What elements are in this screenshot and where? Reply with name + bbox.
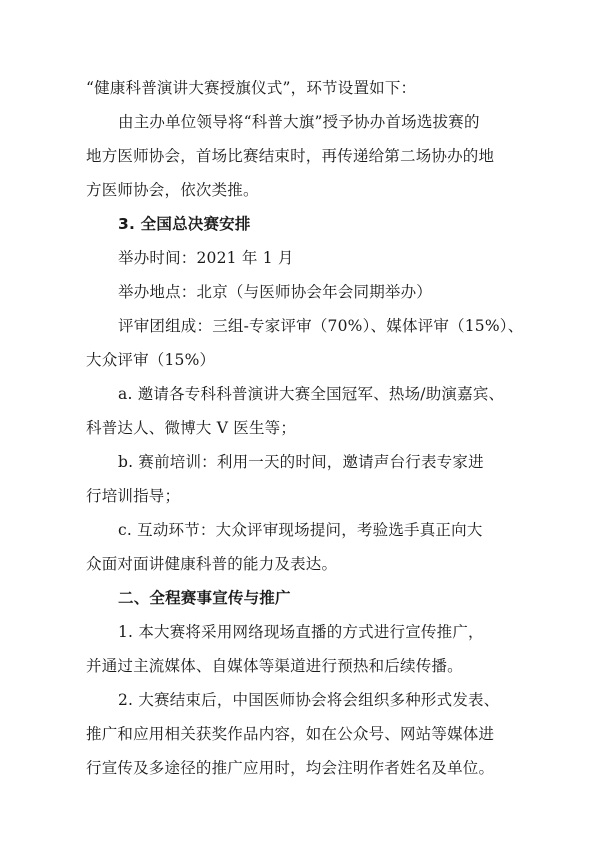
text-line-event-location: 举办地点：北京（与医师协会年会同期举办） (118, 283, 433, 301)
list-item-a-cont: 科普达人、微博大 V 医生等； (86, 419, 297, 437)
list-item-c: c. 互动环节：大众评审现场提问，考验选手真正向大 (118, 521, 483, 539)
list-item-a: a. 邀请各专科科普演讲大赛全国冠军、热场/助演嘉宾、 (118, 385, 505, 403)
text-line-event-time: 举办时间：2021 年 1 月 (118, 249, 294, 267)
text-line-flag-handover: 由主办单位领导将“科普大旗”授予协办首场选拔赛的 (118, 113, 480, 131)
text-line-jury-composition-cont: 大众评审（15%） (86, 351, 216, 369)
text-line-promotion-2: 2. 大赛结束后，中国医师协会将会组织多种形式发表、 (118, 691, 500, 709)
section-heading-promotion: 二、全程赛事宣传与推广 (118, 589, 291, 607)
list-item-b: b. 赛前培训：利用一天的时间，邀请声台行表专家进 (118, 453, 484, 471)
list-item-b-cont: 行培训指导； (86, 487, 181, 505)
text-line-flag-handover-cont: 地方医师协会，首场比赛结束时，再传递给第二场协办的地 (86, 147, 495, 165)
section-heading-national-final: 3. 全国总决赛安排 (118, 215, 251, 233)
text-line-promotion-2-end: 行宣传及多途径的推广应用时，均会注明作者姓名及单位。 (86, 759, 495, 777)
text-line-award-ceremony: “健康科普演讲大赛授旗仪式”，环节设置如下： (86, 79, 417, 97)
text-line-promotion-1: 1. 本大赛将采用网络现场直播的方式进行宣传推广， (118, 623, 484, 641)
list-item-c-cont: 众面对面讲健康科普的能力及表达。 (86, 555, 338, 573)
text-line-promotion-1-cont: 并通过主流媒体、自媒体等渠道进行预热和后续传播。 (86, 657, 463, 675)
text-line-jury-composition: 评审团组成：三组-专家评审（70%）、媒体评审（15%）、 (118, 317, 524, 335)
text-line-promotion-2-cont: 推广和应用相关获奖作品内容，如在公众号、网站等媒体进 (86, 725, 495, 743)
text-line-flag-handover-end: 方医师协会，依次类推。 (86, 181, 259, 199)
